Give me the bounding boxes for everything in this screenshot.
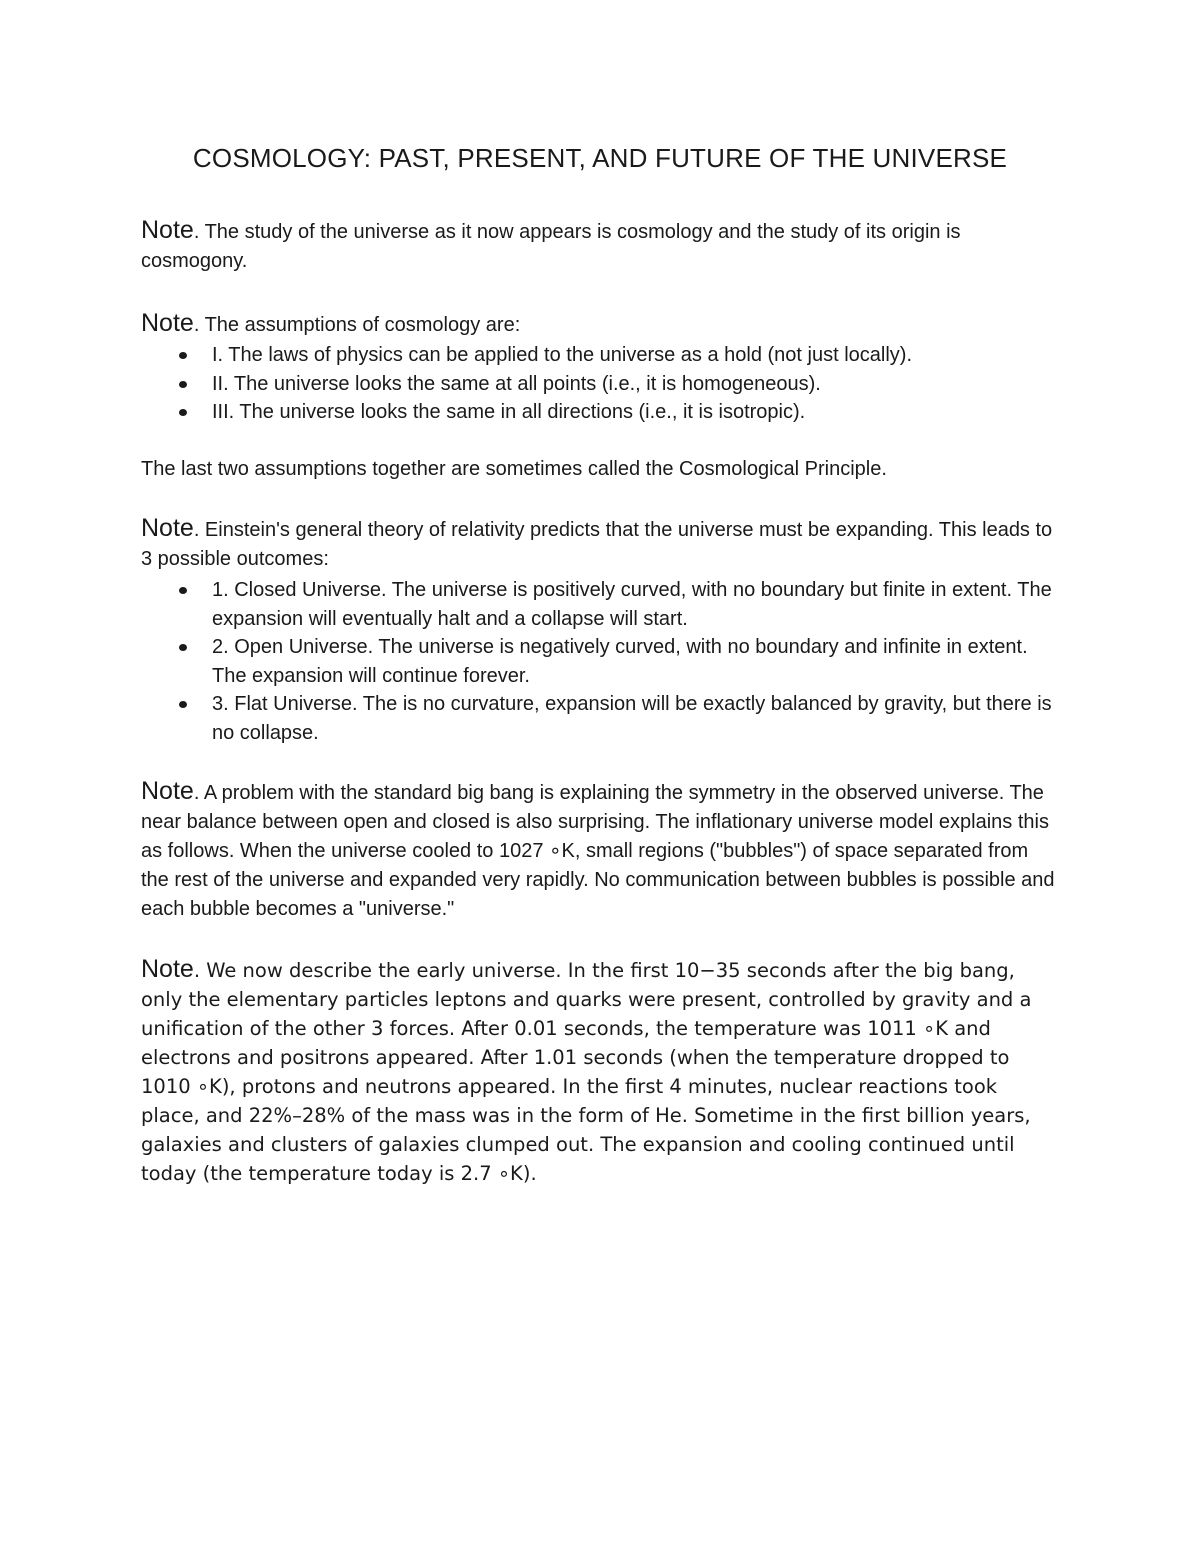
bullet-icon bbox=[179, 587, 187, 594]
note-text: . Einstein's general theory of relativity predicts that the universe must be expanding. This leads to 3 possible outcomes: bbox=[141, 519, 1053, 570]
list-item: I. The laws of physics can be applied to the universe as a hold (not just locally). bbox=[141, 341, 1056, 370]
note-text: . The study of the universe as it now appears is cosmology and the study of its origin is cosmogony. bbox=[141, 221, 961, 272]
bullet-icon bbox=[179, 381, 187, 388]
bullet-icon bbox=[179, 409, 187, 416]
note-label: Note bbox=[141, 777, 194, 805]
list-item: II. The universe looks the same at all points (i.e., it is homogeneous). bbox=[141, 370, 1056, 399]
list-item: 2. Open Universe. The universe is negatively curved, with no boundary and infinite in extent. The expansion will continue forever. bbox=[141, 633, 1056, 690]
note-paragraph-5 bbox=[141, 955, 1056, 1188]
assumptions-list bbox=[141, 341, 1056, 427]
note-label: Note bbox=[141, 309, 194, 337]
bullet-icon bbox=[179, 701, 187, 708]
list-item: 3. Flat Universe. The is no curvature, expansion will be exactly balanced by gravity, but there is no collapse. bbox=[141, 690, 1056, 747]
list-item: III. The universe looks the same in all directions (i.e., it is isotropic). bbox=[141, 398, 1056, 427]
page-title: COSMOLOGY: PAST, PRESENT, AND FUTURE OF THE UNIVERSE bbox=[192, 143, 1008, 173]
list-item: 1. Closed Universe. The universe is positively curved, with no boundary but finite in extent. The expansion will eventually halt and a collapse will start. bbox=[141, 576, 1056, 633]
note-text: . We now describe the early universe. In the first 10−35 seconds after the big bang, only the elementary particles leptons and quarks were present, controlled by gravity and a unification of the other 3 forces. After 0.01 seconds, the temperature was 1011 ∘K and electrons and positrons appeared. After 1.01 seconds (when the temperature dropped to 1010 ∘K), protons and neutrons appeared. In the first 4 minutes, nuclear reactions took place, and 22%–28% of the mass was in the form of He. Sometime in the first billion years, galaxies and clusters of galaxies clumped out. The expansion and cooling continued until today (the temperature today is 2.7 ∘K). bbox=[141, 959, 1032, 1185]
bullet-icon bbox=[179, 644, 187, 651]
principle-paragraph: The last two assumptions together are sometimes called the Cosmological Principle. bbox=[141, 458, 887, 480]
note-paragraph-2 bbox=[141, 309, 1056, 340]
note-paragraph-3 bbox=[141, 514, 1056, 574]
note-label: Note bbox=[141, 955, 194, 983]
note-text: . A problem with the standard big bang is explaining the symmetry in the observed universe. The near balance between open and closed is also surprising. The inflationary universe model explains this as follows. When the universe cooled to 1027 ∘K, small regions ("bubbles") of space separated from the rest of the universe and expanded very rapidly. No communication between bubbles is possible and each bubble becomes a "universe." bbox=[141, 782, 1055, 920]
bullet-icon bbox=[179, 352, 187, 359]
note-paragraph-1 bbox=[141, 216, 1056, 276]
note-paragraph-4 bbox=[141, 777, 1056, 924]
note-label: Note bbox=[141, 514, 194, 542]
note-text: . The assumptions of cosmology are: bbox=[193, 314, 521, 336]
outcomes-list bbox=[141, 576, 1056, 747]
note-label: Note bbox=[141, 216, 194, 244]
